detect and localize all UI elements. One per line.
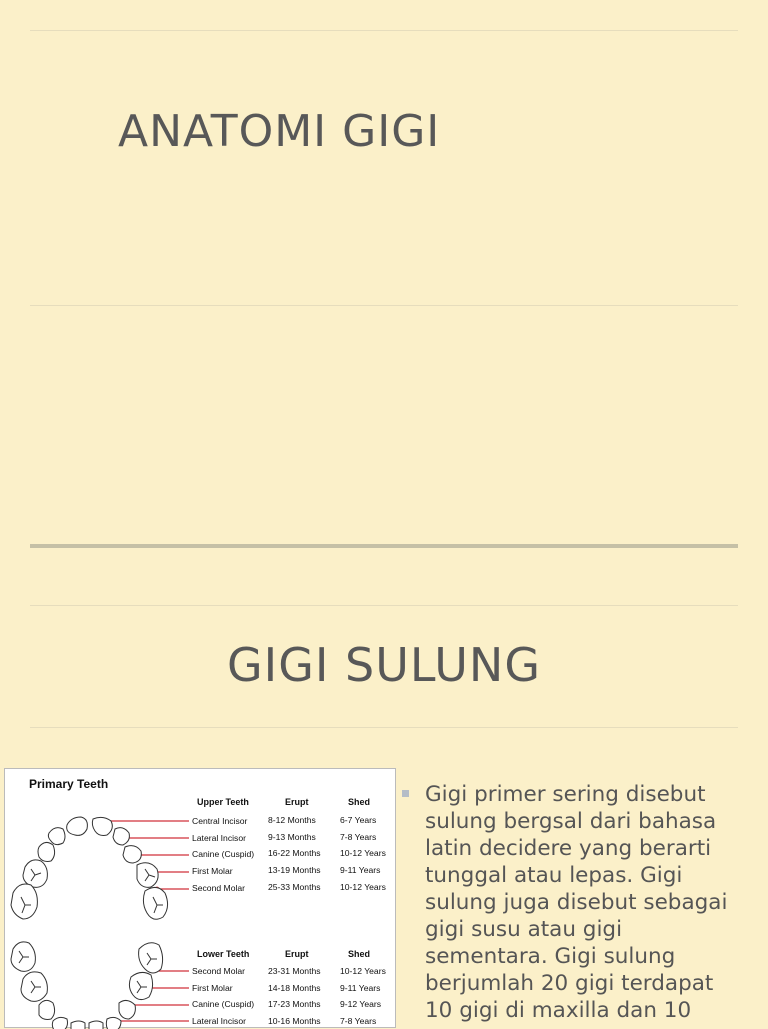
lower-row-erupt: 10-16 Months <box>268 1016 321 1026</box>
lower-row-erupt: 14-18 Months <box>268 983 321 993</box>
slide1-top-rule <box>30 30 738 31</box>
lower-row-name: Second Molar <box>192 966 246 976</box>
tooth-upper-central-right <box>92 817 112 835</box>
upper-row-name: Central Incisor <box>192 816 248 826</box>
tooth-lower-canine-right <box>119 1000 135 1019</box>
lower-row-shed: 9-12 Years <box>340 999 382 1009</box>
tooth-lower-lateral-left <box>52 1017 67 1029</box>
lower-row-erupt: 17-23 Months <box>268 999 321 1009</box>
tooth-upper-lateral-left <box>48 828 65 845</box>
lower-header-erupt: Erupt <box>285 949 309 959</box>
lower-row-shed: 10-12 Years <box>340 966 386 976</box>
tooth-upper-first-molar-right <box>137 863 158 888</box>
tooth-lower-canine-left <box>39 1000 55 1019</box>
tooth-upper-second-molar-right <box>143 887 167 919</box>
tooth-lower-central-right <box>89 1021 103 1029</box>
upper-header-teeth: Upper Teeth <box>197 797 249 807</box>
upper-header-shed: Shed <box>348 797 371 807</box>
upper-row-erupt: 8-12 Months <box>268 815 316 825</box>
tooth-upper-canine-left <box>38 842 55 861</box>
slide1-title: ANATOMI GIGI <box>118 106 441 157</box>
lower-row-erupt: 23-31 Months <box>268 966 321 976</box>
slide1-bottom-rule <box>30 305 738 306</box>
upper-row-erupt: 25-33 Months <box>268 882 321 892</box>
slide2-top-rule <box>30 605 738 606</box>
tooth-upper-canine-right <box>123 846 141 863</box>
bullet-text: Gigi primer sering disebut sulung bergsal dari bahasa latin decidere yang berarti tunggal atau lepas. Gigi sulung juga disebut sebagai gigi susu atau gigi sementara. Gigi sulung berjumlah 20 gigi terdapat 10 gigi di maxilla dan 10 <box>425 782 728 1023</box>
upper-row-shed: 10-12 Years <box>340 848 386 858</box>
primary-teeth-chart <box>4 768 396 1028</box>
upper-row-name: First Molar <box>192 866 233 876</box>
upper-row-erupt: 13-19 Months <box>268 865 321 875</box>
tooth-upper-lateral-right <box>113 828 129 845</box>
slide-separator <box>30 544 738 548</box>
tooth-lower-lateral-right <box>106 1017 121 1029</box>
figure-title: Primary Teeth <box>29 777 109 791</box>
upper-row-erupt: 16-22 Months <box>268 848 321 858</box>
upper-row-shed: 9-11 Years <box>340 865 381 875</box>
upper-header-erupt: Erupt <box>285 797 309 807</box>
tooth-upper-second-molar-left <box>11 884 37 919</box>
upper-row-name: Second Molar <box>192 883 246 893</box>
slide2-title: GIGI SULUNG <box>227 638 541 692</box>
upper-row-name: Canine (Cuspid) <box>192 849 255 859</box>
upper-row-name: Lateral Incisor <box>192 833 246 843</box>
lower-row-shed: 9-11 Years <box>340 983 381 993</box>
lower-row-name: First Molar <box>192 983 233 993</box>
tooth-upper-first-molar-left <box>23 860 47 887</box>
lower-row-name: Lateral Incisor <box>192 1016 246 1026</box>
tooth-upper-central-left <box>67 817 88 835</box>
lower-row-name: Canine (Cuspid) <box>192 999 255 1009</box>
upper-row-erupt: 9-13 Months <box>268 832 316 842</box>
slide2-title-rule <box>30 727 738 728</box>
tooth-lower-central-left <box>71 1021 85 1029</box>
bullet-marker <box>402 790 409 797</box>
upper-row-shed: 6-7 Years <box>340 815 377 825</box>
tooth-lower-first-molar-right <box>129 972 152 999</box>
upper-row-shed: 7-8 Years <box>340 832 377 842</box>
upper-row-shed: 10-12 Years <box>340 882 386 892</box>
lower-header-teeth: Lower Teeth <box>197 949 250 959</box>
lower-header-shed: Shed <box>348 949 371 959</box>
lower-row-shed: 7-8 Years <box>340 1016 377 1026</box>
